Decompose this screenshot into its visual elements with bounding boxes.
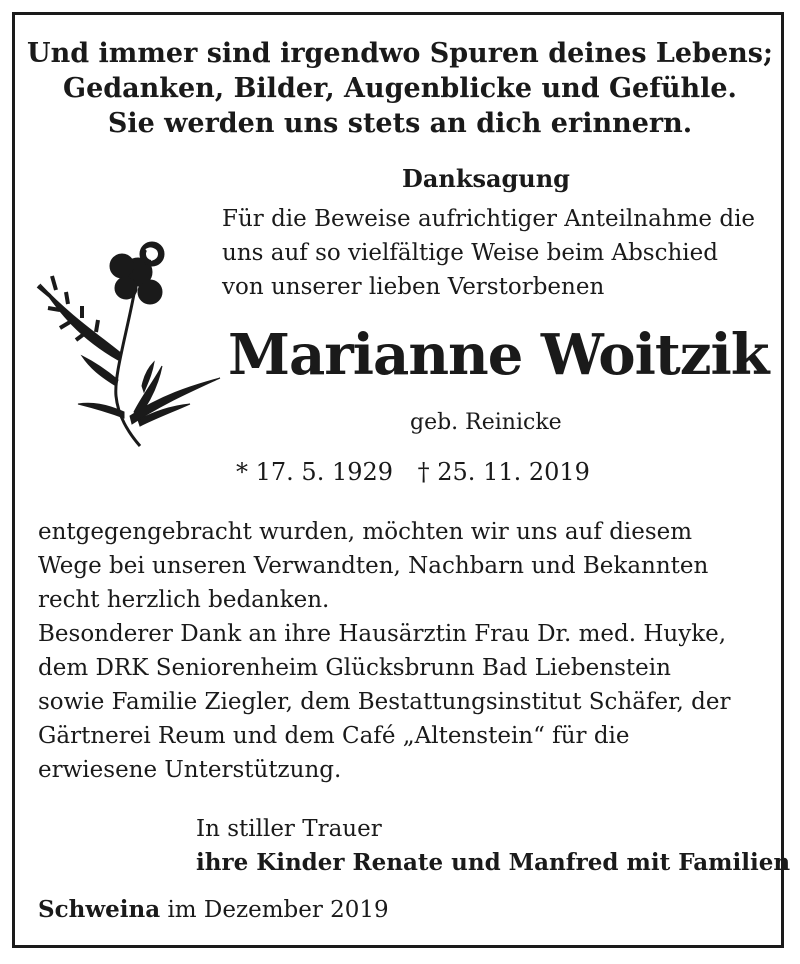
birth-name: geb. Reinicke [410,410,562,435]
verse-line: Gedanken, Bilder, Augenblicke und Gefühle. [63,73,737,104]
body-line: entgegengebracht wurden, möchten wir uns auf diesem [38,519,693,545]
verse-line: Und immer sind irgendwo Spuren deines Lebens; [27,38,773,69]
rose-branch-icon [30,236,230,456]
intro-line: Für die Beweise aufrichtiger Anteilnahme die [222,206,756,232]
body-line: Wege bei unseren Verwandten, Nachbarn und Bekannten [38,553,709,579]
verse-line: Sie werden uns stets an dich erinnern. [107,108,693,139]
intro-line: uns auf so vielfältige Weise beim Abschied [222,240,718,266]
birth-date: * 17. 5. 1929 [236,458,394,486]
intro-text [222,202,755,304]
body-line: erwiesene Unterstützung. [38,757,342,783]
body-line: dem DRK Seniorenheim Glücksbrunn Bad Liebenstein [38,655,671,681]
body-line: Besonderer Dank an ihre Hausärztin Frau Dr. med. Huyke, [38,621,727,647]
body-text [38,515,731,787]
place-town: Schweina [38,896,161,923]
life-dates [236,458,590,486]
closing-line: In stiller Trauer [196,816,382,842]
place-month: im Dezember 2019 [167,897,389,923]
intro-line: von unserer lieben Verstorbenen [222,274,605,300]
heading-danksagung: Danksagung [402,164,570,193]
place-date [38,896,389,923]
death-date: † 25. 11. 2019 [417,458,590,486]
verse [0,36,800,141]
closing [196,812,790,880]
body-line: sowie Familie Ziegler, dem Bestattungsinstitut Schäfer, der [38,689,731,715]
body-line: Gärtnerei Reum und dem Café „Altenstein“ für die [38,723,630,749]
deceased-name: Marianne Woitzik [228,322,769,388]
body-line: recht herzlich bedanken. [38,587,330,613]
mourners: ihre Kinder Renate und Manfred mit Familien [196,849,791,876]
